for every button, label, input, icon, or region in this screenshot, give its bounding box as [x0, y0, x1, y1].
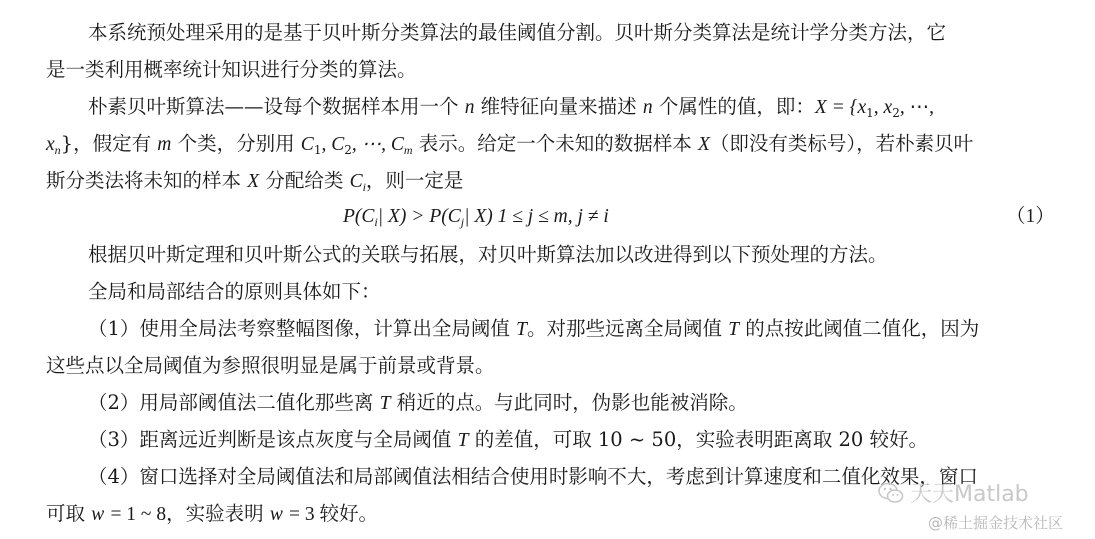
math-subscript: 1 [313, 143, 322, 157]
paragraph-text: 分配给类 [265, 169, 344, 192]
math-set: , x [873, 97, 893, 118]
math-var-c: , C [321, 134, 345, 155]
equation-part: P(C [343, 206, 375, 227]
list-item-1-line-1 [0, 313, 1095, 346]
math-subscript: m [403, 143, 413, 157]
math-var-x: X [247, 171, 260, 192]
math-var-n: n [464, 97, 475, 118]
list-item-3 [0, 424, 1095, 457]
list-item-text: 的差值，可取 10 ~ 50，实验表明距离取 20 较好。 [474, 428, 928, 451]
math-subscript: j [460, 215, 465, 229]
list-item-text: （1）使用全局法考察整幅图像，计算出全局阈值 [88, 317, 510, 340]
paragraph-text: 根据贝叶斯定理和贝叶斯公式的关联与拓展，对贝叶斯算法加以改进得到以下预处理的方法。 [88, 243, 888, 266]
list-item-text: = 1 ~ 8，实验表明 [110, 504, 264, 525]
math-var-n: n [642, 97, 653, 118]
math-subscript: i [374, 215, 378, 229]
paragraph-2-line-3 [0, 165, 1095, 198]
paragraph-text: ，则一定是 [365, 169, 464, 192]
paragraph-text: （即没有类标号），若朴素贝叶 [709, 132, 974, 155]
equation-part: | X) 1 ≤ j ≤ m, j ≠ i [464, 206, 609, 227]
paragraph-text: 个属性的值，即： [658, 95, 815, 118]
paragraph-text: 表示。给定一个未知的数据样本 [418, 132, 692, 155]
math-var-w: w [269, 504, 283, 525]
math-var-t: T [457, 430, 469, 451]
math-var-c: C [349, 171, 363, 192]
paragraph-3 [0, 239, 1095, 271]
math-var-m: m [157, 134, 172, 155]
list-item-1-line-2 [0, 350, 1095, 382]
list-item-text: 可取 [46, 502, 86, 525]
list-item-text: 稍近的点。与此同时，伪影也能被消除。 [396, 391, 748, 414]
source-credit: @稀土掘金技术社区 [928, 514, 1064, 532]
math-var-c: C [300, 134, 314, 155]
wechat-icon [878, 482, 904, 504]
equation-part: | X) > P(C [377, 206, 461, 227]
math-subscript: n [54, 143, 61, 157]
watermark-text: 天天Matlab [910, 482, 1029, 507]
list-item-text: 的点按此阈值二值化，因为 [745, 317, 980, 340]
paragraph-1-line-1 [0, 17, 1095, 49]
list-item-text: （4）窗口选择对全局阈值法和局部阈值法相结合使用时影响不大，考虑到计算速度和二值化效果，窗口 [88, 465, 978, 488]
list-item-text: （2）用局部阈值法二值化那些离 [88, 391, 374, 414]
math-var-t: T [379, 393, 391, 414]
watermark [878, 477, 1088, 507]
paragraph-text: 朴素贝叶斯算法——设每个数据样本用一个 [88, 95, 459, 118]
math-ellipsis: , ⋯, [899, 97, 934, 118]
paragraph-text: 个类，分别用 [177, 132, 295, 155]
list-item-text: 这些点以全局阈值为参照很明显是属于前景或背景。 [46, 354, 495, 377]
list-item-2 [0, 387, 1095, 420]
paragraph-text: 维特征向量来描述 [480, 95, 637, 118]
paragraph-text: 斯分类法将未知的样本 [46, 169, 242, 192]
math-var-c: , ⋯, C [351, 134, 404, 155]
list-item-text: = 3 较好。 [289, 504, 379, 525]
math-var-x: X [697, 134, 710, 155]
paragraph-2-line-2 [0, 128, 1095, 161]
paragraph-text: 是一类利用概率统计知识进行分类的算法。 [46, 58, 417, 81]
paragraph-4 [0, 276, 1095, 308]
list-item-text: （3）距离远近判断是该点灰度与全局阈值 [88, 428, 452, 451]
paragraph-text: 本系统预处理采用的是基于贝叶斯分类算法的最佳阈值分割。贝叶斯分类算法是统计学分类方法，它 [88, 21, 947, 44]
math-subscript: 1 [866, 106, 874, 120]
math-var-t: T [516, 319, 527, 340]
paragraph-1-line-2 [0, 54, 1095, 86]
paragraph-text: 全局和局部结合的原则具体如下： [88, 280, 381, 303]
paragraph-text: }，假定有 [60, 132, 152, 155]
math-var-x: x [46, 134, 55, 155]
math-var-w: w [91, 504, 105, 525]
math-set: X = {x [814, 97, 867, 118]
paragraph-2-line-1 [0, 91, 1095, 124]
list-item-text: 。对那些远离全局阈值 [526, 317, 722, 340]
math-subscript: i [362, 180, 366, 194]
math-subscript: 2 [892, 106, 900, 120]
math-var-t: T [728, 319, 740, 340]
equation-number: （1） [1006, 206, 1055, 227]
math-subscript: 2 [344, 143, 352, 157]
equation-1 [0, 201, 1095, 233]
